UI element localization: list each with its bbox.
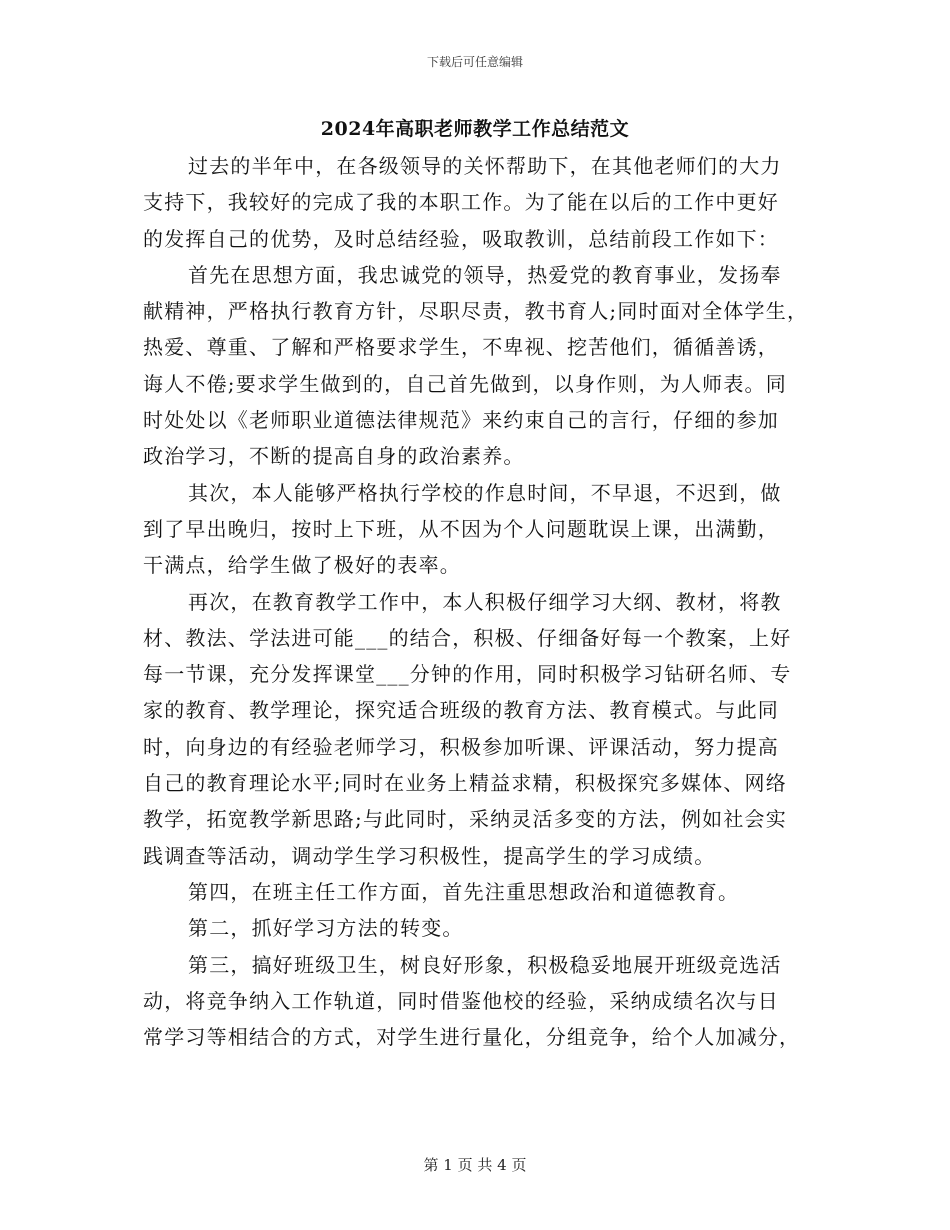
body-line: 教学，拓宽教学新思路;与此同时，采纳灵活多变的方法，例如社会实 [143, 807, 787, 832]
body-line: 再次，在教育教学工作中，本人积极仔细学习大纲、教材，将教 [188, 589, 782, 614]
body-line: 时处处以《老师职业道德法律规范》来约束自己的言行，仔细的参加 [143, 408, 779, 433]
body-line: 自己的教育理论水平;同时在业务上精益求精，积极探究多媒体、网络 [143, 771, 787, 796]
body-line: 其次，本人能够严格执行学校的作息时间，不早退，不迟到，做 [188, 480, 782, 505]
body-line: 践调查等活动，调动学生学习积极性，提高学生的学习成绩。 [143, 843, 716, 868]
body-line: 每一节课，充分发挥课堂___分钟的作用，同时积极学习钻研名师、专 [143, 662, 792, 687]
page-number-footer: 第 1 页 共 4 页 [423, 1156, 527, 1174]
page-header: 下载后可任意编辑 [426, 55, 523, 69]
body-line: 干满点，给学生做了极好的表率。 [143, 553, 461, 578]
body-line: 到了早出晚归，按时上下班，从不因为个人问题耽误上课，出满勤， [143, 516, 779, 541]
body-line: 第二，抓好学习方法的转变。 [188, 916, 464, 941]
document-title: 2024年高职老师教学工作总结范文 [320, 118, 630, 140]
body-line: 第三，搞好班级卫生，树良好形象，积极稳妥地展开班级竞选活 [188, 952, 782, 977]
body-line: 常学习等相结合的方式，对学生进行量化，分组竞争，给个人加减分， [143, 1025, 801, 1050]
body-line: 政治学习，不断的提高自身的政治素养。 [143, 444, 525, 469]
body-line: 首先在思想方面，我忠诚党的领导，热爱党的教育事业，发扬奉 [188, 262, 782, 287]
body-line: 家的教育、教学理论，探究适合班级的教育方法、教育模式。与此同 [143, 698, 779, 723]
body-line: 过去的半年中，在各级领导的关怀帮助下，在其他老师们的大力 [188, 154, 782, 178]
document-body [143, 148, 823, 1055]
body-line: 时，向身边的有经验老师学习，积极参加听课、评课活动，努力提高 [143, 734, 779, 759]
body-line: 献精神，严格执行教育方针，尽职尽责，教书育人;同时面对全体学生， [143, 299, 809, 324]
body-line: 诲人不倦;要求学生做到的，自己首先做到，以身作则，为人师表。同 [143, 371, 787, 396]
body-line: 的发挥自己的优势，及时总结经验，吸取教训，总结前段工作如下： [143, 226, 779, 251]
body-line: 第四，在班主任工作方面，首先注重思想政治和道德教育。 [188, 879, 740, 904]
body-line: 动，将竞争纳入工作轨道，同时借鉴他校的经验，采纳成绩名次与日 [143, 988, 779, 1013]
body-line: 热爱、尊重、了解和严格要求学生，不卑视、挖苦他们，循循善诱， [143, 335, 779, 360]
body-line: 材、教法、学法进可能___的结合，积极、仔细备好每一个教案，上好 [143, 625, 792, 650]
body-line: 支持下，我较好的完成了我的本职工作。为了能在以后的工作中更好 [143, 190, 779, 215]
